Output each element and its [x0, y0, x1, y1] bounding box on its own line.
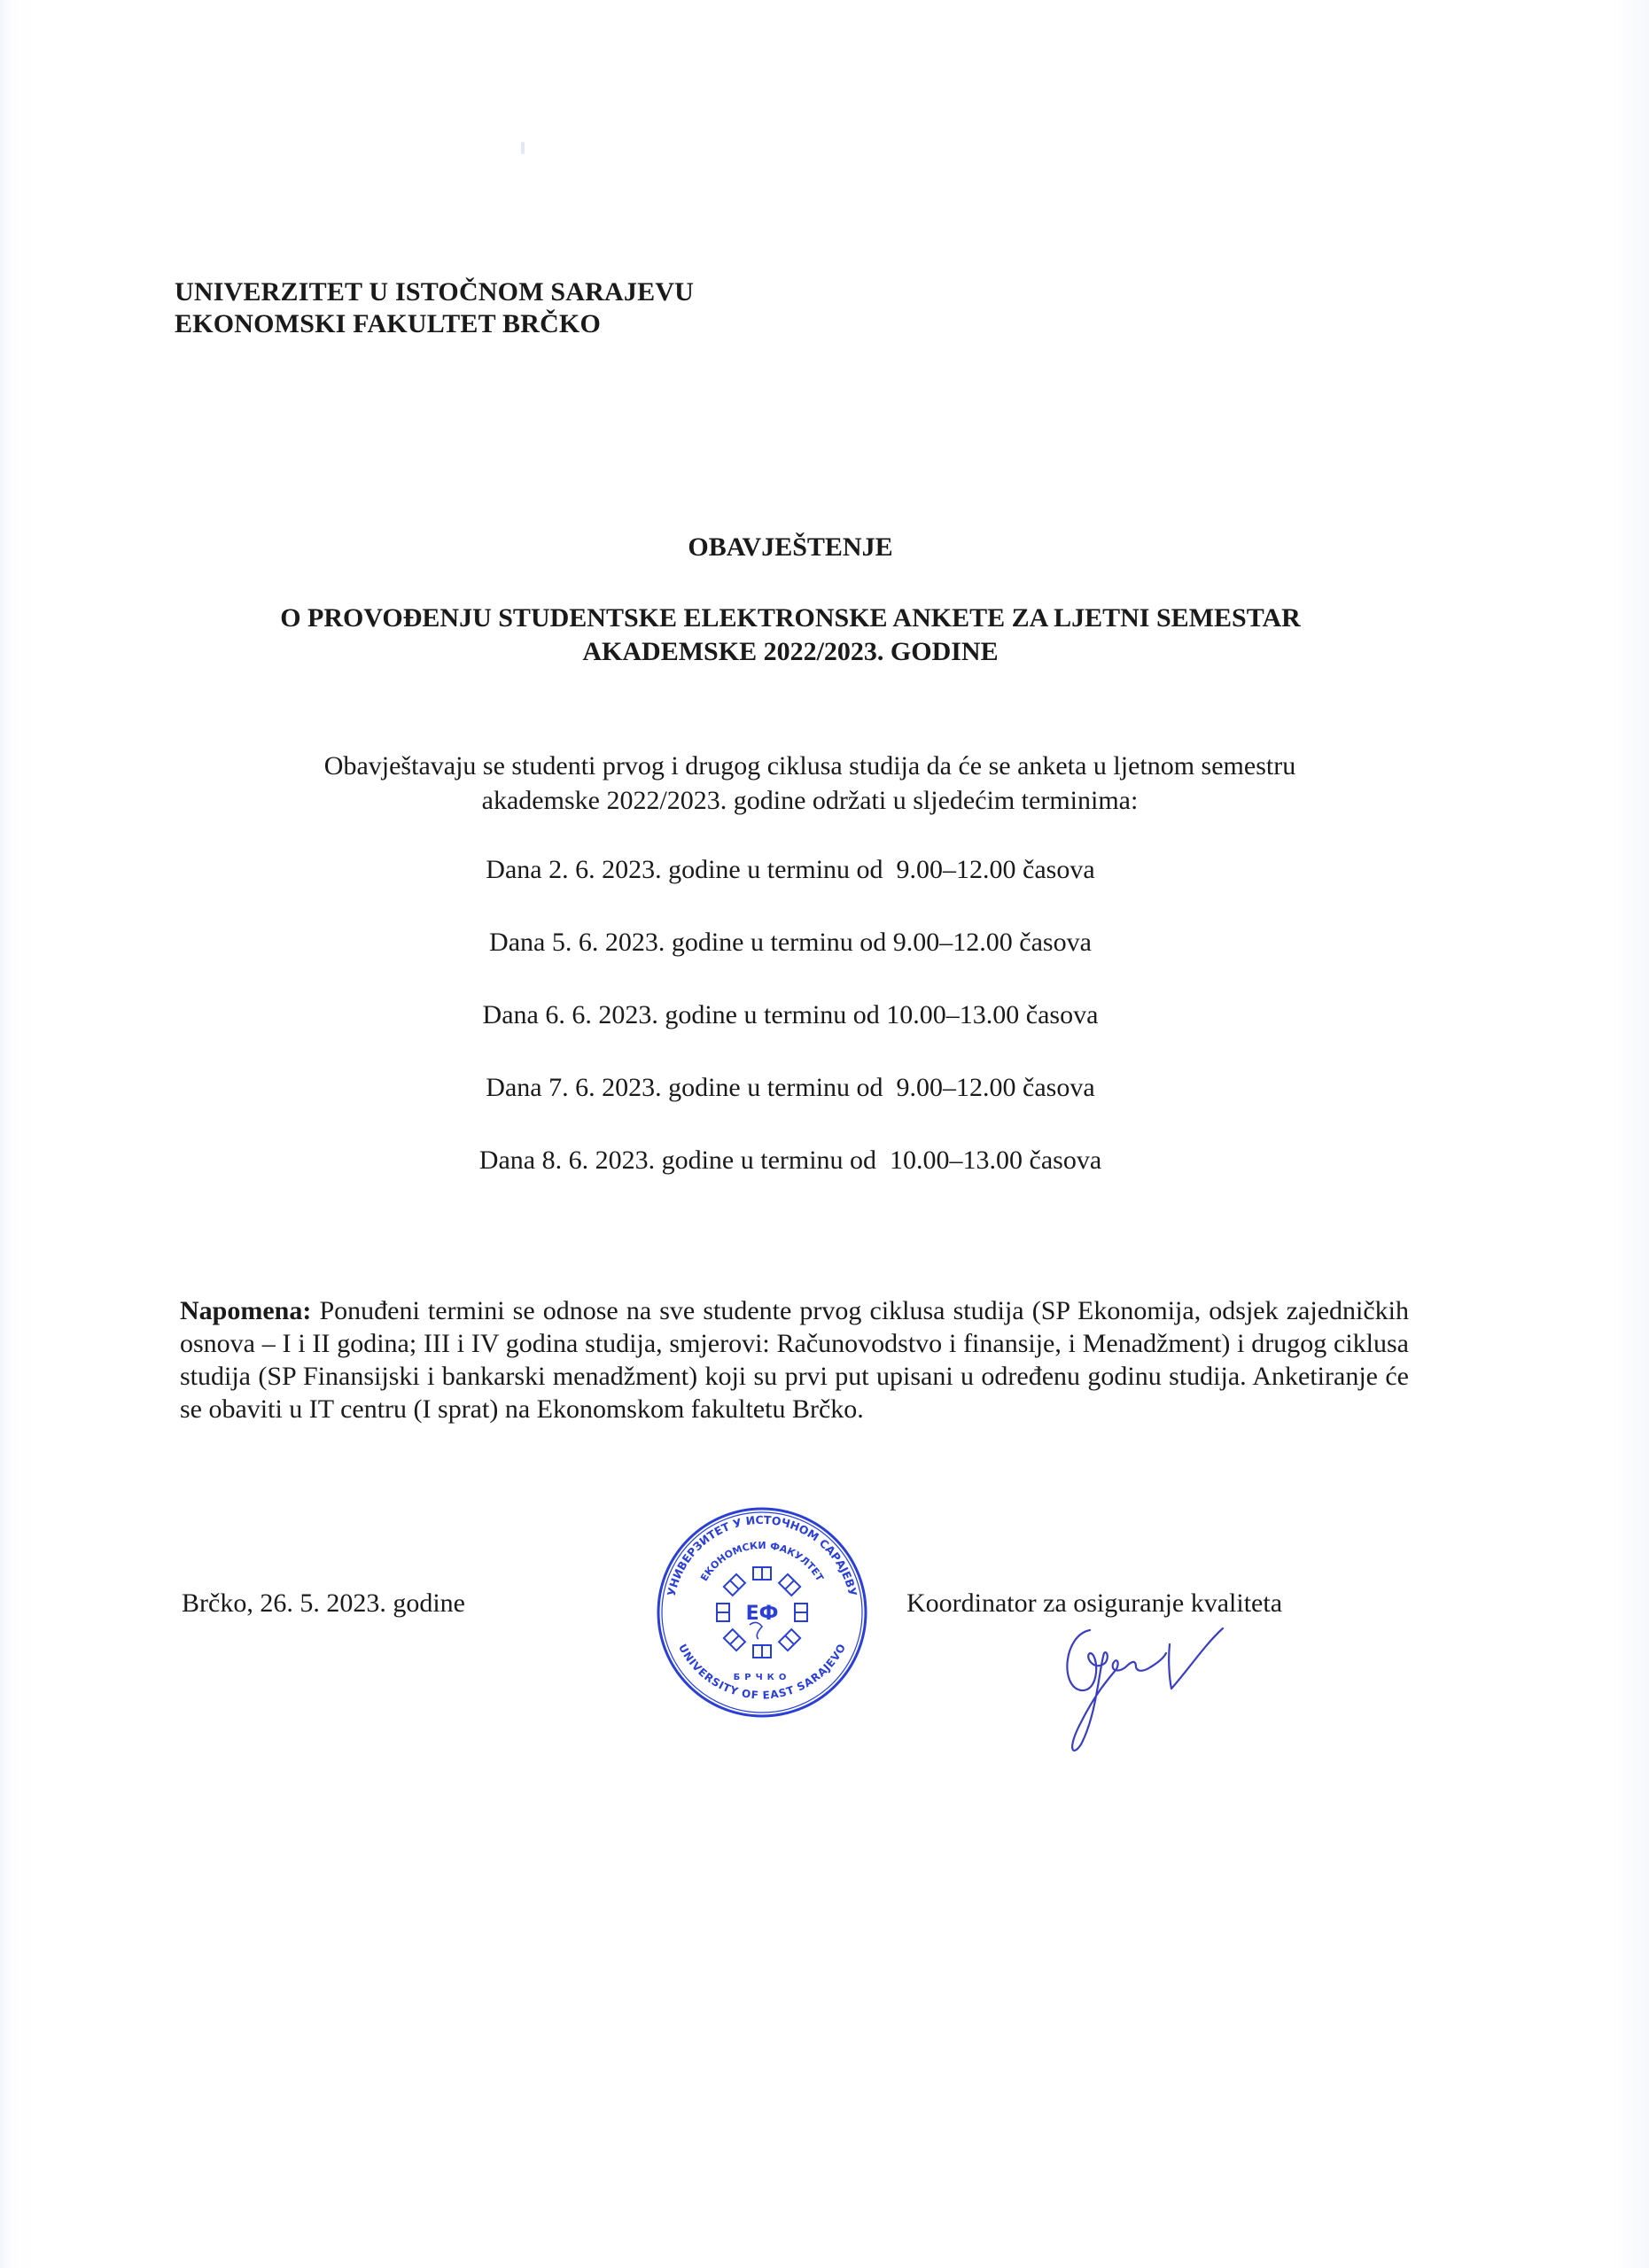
document-subtitle-line1: O PROVOĐENJU STUDENTSKE ELEKTRONSKE ANKETE ZA LJETNI SEMESTAR — [280, 603, 1301, 633]
stamp-outer-top-text: УНИВЕРЗИТЕТ У ИСТОЧНОМ САРАЈЕВУ — [664, 1512, 860, 1598]
stamp-book-icon — [779, 1574, 800, 1596]
place-and-date: Brčko, 26. 5. 2023. godine — [182, 1588, 465, 1618]
schedule-item: Dana 8. 6. 2023. godine u terminu od 10.00–13.00 časova — [478, 1146, 1102, 1175]
document-subtitle-line2: AKADEMSKE 2022/2023. GODINE — [582, 637, 999, 666]
handwritten-signature — [1054, 1625, 1241, 1758]
stamp-book-icon — [717, 1604, 729, 1621]
schedule-item: Dana 2. 6. 2023. godine u terminu od 9.00–12.00 časova — [486, 855, 1095, 884]
stamp-book-icon — [724, 1574, 745, 1596]
stamp-inner-top-text: ЕКОНОМСКИ ФАКУЛТЕТ — [698, 1539, 826, 1584]
stamp-emblem-flourish — [750, 1622, 762, 1639]
institution-header — [175, 276, 694, 340]
schedule-list — [0, 854, 1581, 1217]
stamp-book-icon — [779, 1629, 800, 1651]
faculty-name: EKONOMSKI FAKULTET BRČKO — [175, 309, 602, 338]
stamp-book-icon — [795, 1604, 807, 1621]
scan-speck — [521, 142, 525, 154]
stamp-outer-bottom-text: UNIVERSITY OF EAST SARAJEVO — [676, 1642, 848, 1702]
stamp-book-icon — [753, 1645, 771, 1658]
stamp-book-icon — [753, 1567, 771, 1580]
university-name: UNIVERZITET U ISTOČNOM SARAJEVU — [175, 277, 695, 307]
intro-line: akademske 2022/2023. godine održati u sljedećim terminima: — [481, 786, 1139, 815]
coordinator-title: Koordinator za osiguranje kvaliteta — [906, 1588, 1283, 1618]
schedule-item: Dana 7. 6. 2023. godine u terminu od 9.00–12.00 časova — [486, 1073, 1095, 1102]
document-title: OBAVJEŠTENJE — [688, 532, 893, 562]
intro-line: Obavještavaju se studenti prvog i drugog ciklusa studija da će se anketa u ljetnom semestru — [323, 751, 1296, 781]
note-paragraph — [180, 1294, 1409, 1425]
official-stamp — [656, 1506, 868, 1719]
schedule-item: Dana 5. 6. 2023. godine u terminu od 9.00–12.00 časova — [489, 928, 1092, 957]
note-text: Ponuđeni termini se odnose na sve studente prvog ciklusa studija (SP Ekonomija, odsjek zajedničkih osnova – I i II godina; III i IV godina studija, smjerovi: Računovodstvo i finansije, i Menadžment) i drugog ciklusa studija (SP Finansijski i bankarski menadžment) koji su prvi put upisani u određenu godinu studija. Anketiranje će se obaviti u IT centru (I sprat) na Ekonomskom fakultetu Brčko. — [180, 1296, 1409, 1424]
note-label: Napomena: — [180, 1296, 312, 1325]
stamp-city-text: БРЧКО — [733, 1673, 791, 1682]
stamp-emblem: ЕФ — [745, 1603, 779, 1625]
intro-paragraph — [177, 749, 1443, 818]
schedule-item: Dana 6. 6. 2023. godine u terminu od 10.00–13.00 časova — [482, 1000, 1099, 1029]
signature-stroke — [1067, 1628, 1223, 1751]
stamp-book-icon — [724, 1629, 745, 1651]
